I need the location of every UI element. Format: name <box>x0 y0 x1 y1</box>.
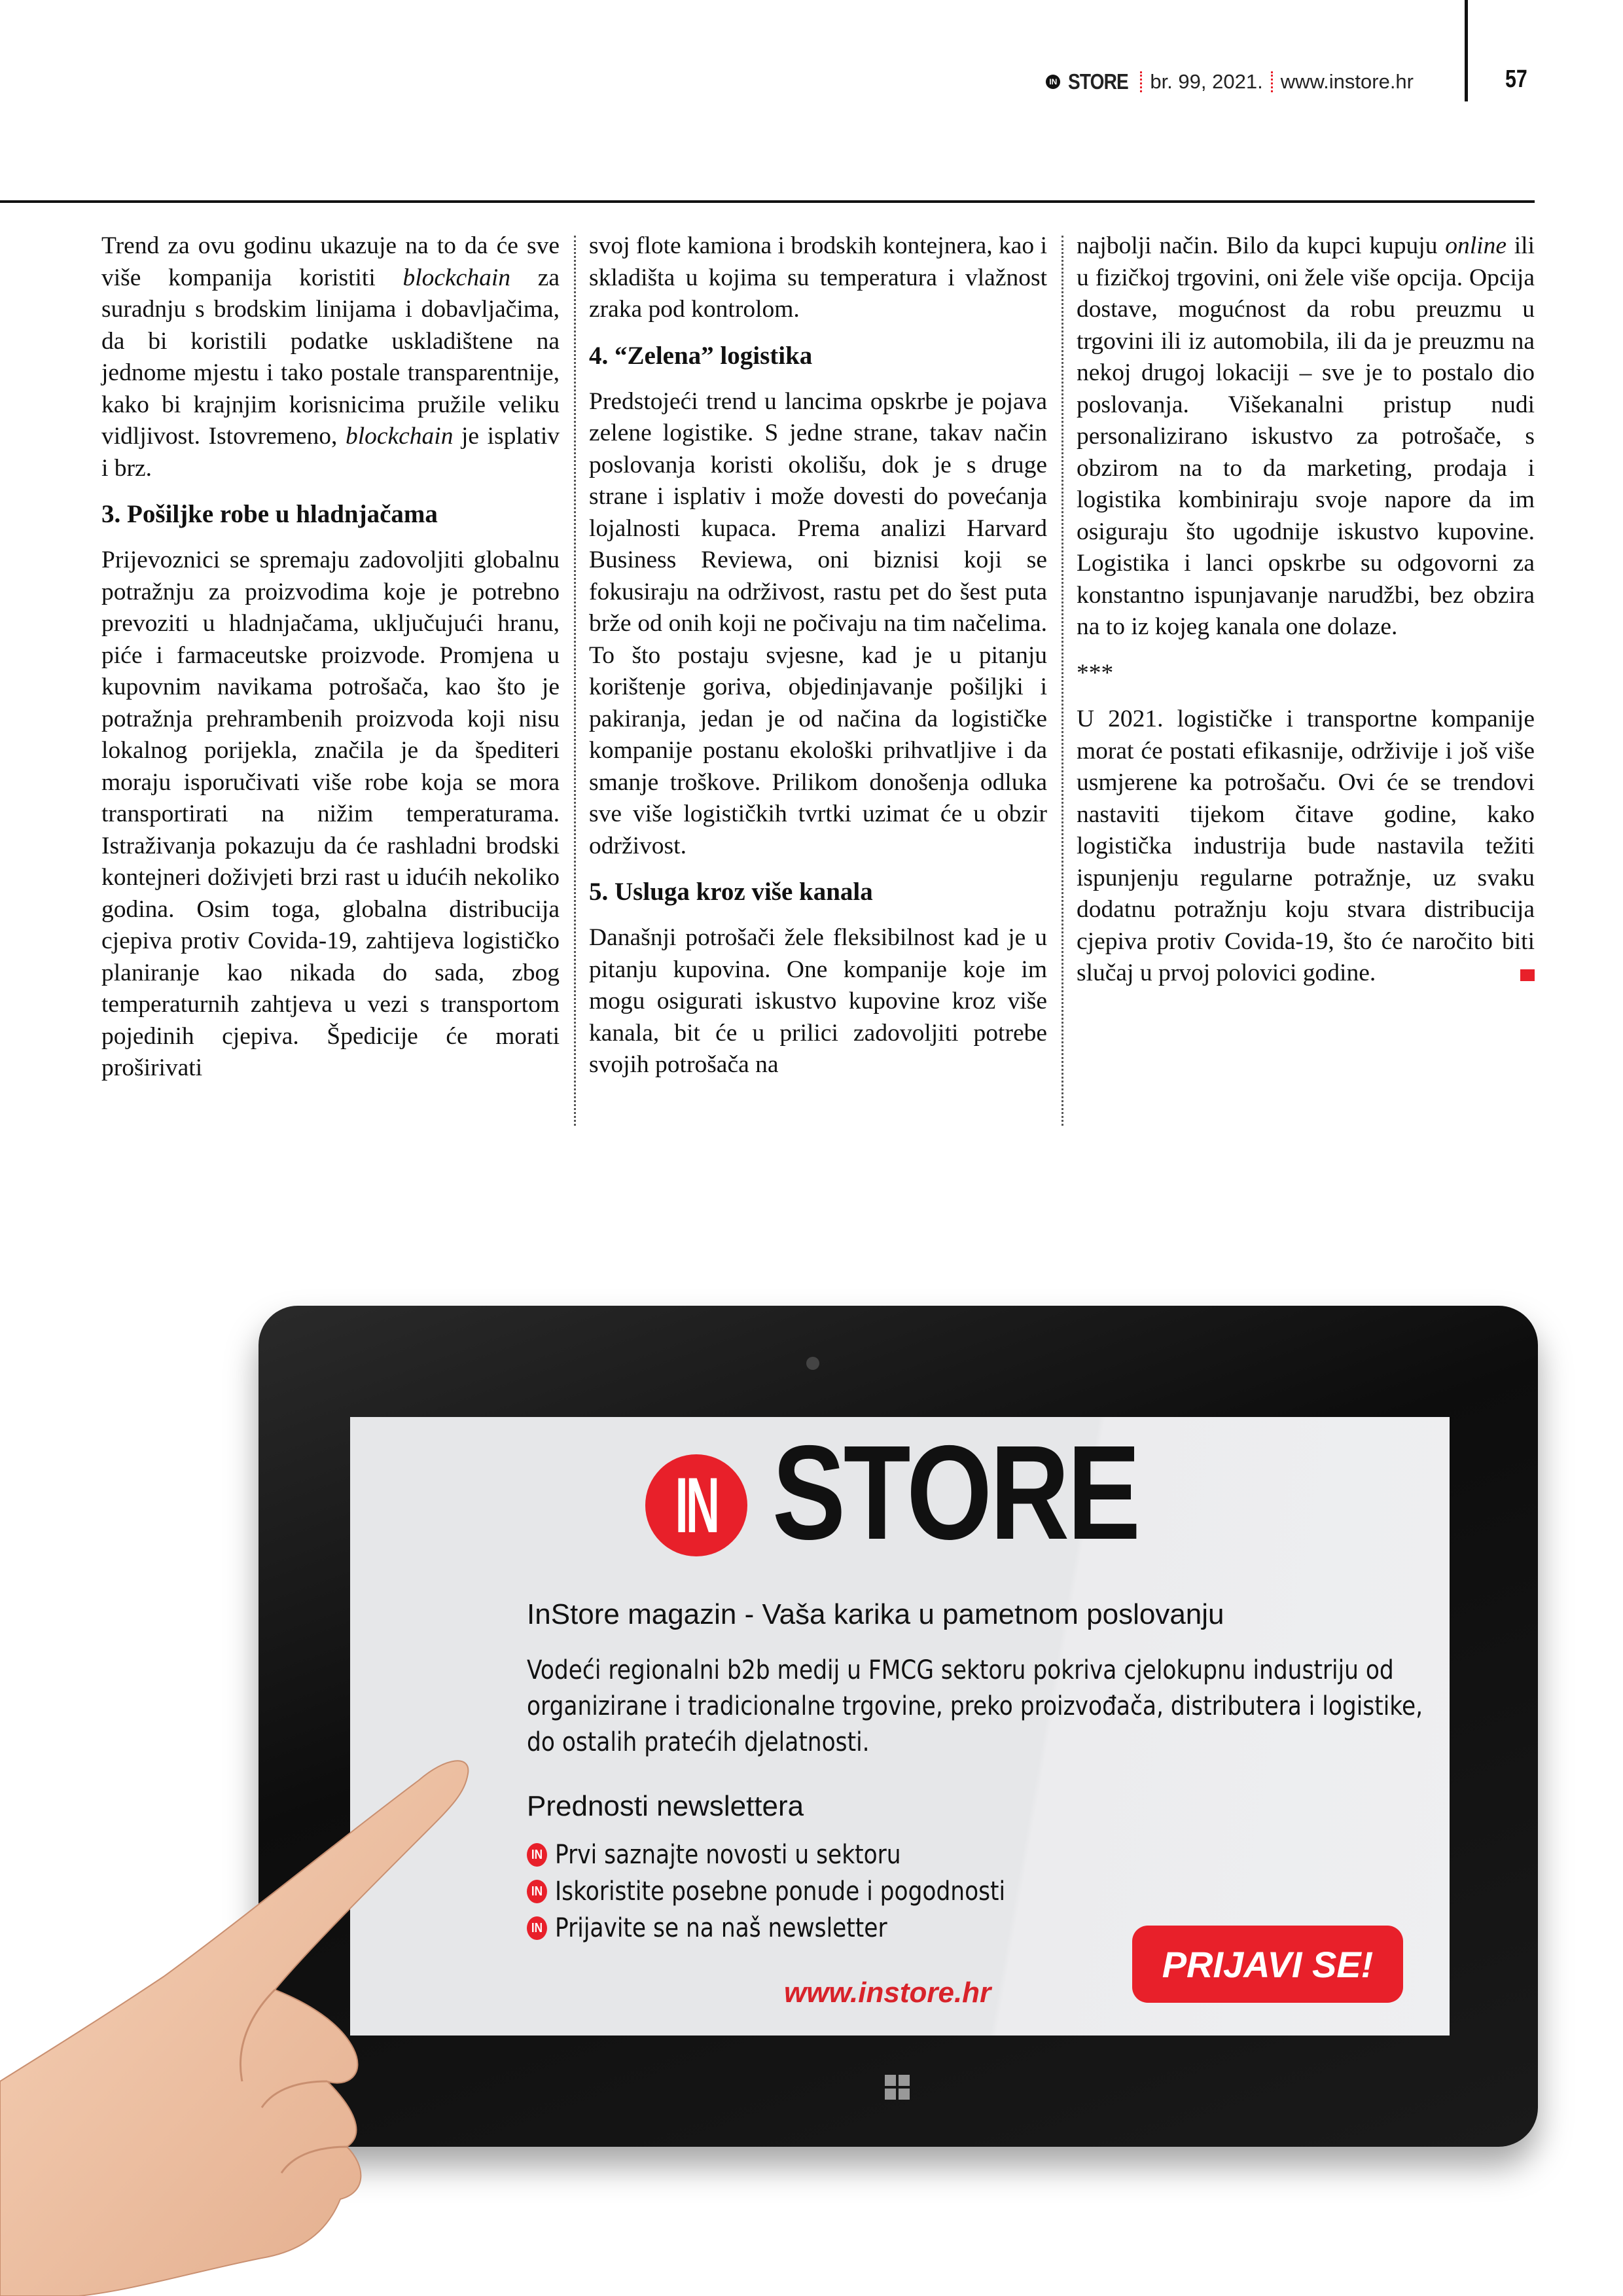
divider <box>1271 71 1273 92</box>
ad-headline: InStore magazin - Vaša karika u pametnom poslovanju <box>527 1598 1224 1630</box>
text: ili u fizičkoj trgovini, oni žele više opcija. Opcija dostave, mogućnost da robu preuzmu u trgovini ili iz automobila, ili da je preuzmu na nekoj drugoj lokaciji – sve je to postalo dio poslovanja. Višekanalni pristup nudi personalizirano iskustvo za potrošače, s obzirom na to da marketing, prodaja i logistika kombiniraju svoje napore da im osiguraju što ugodnije iskustvo kupovine. Logistika i lanci opskrbe su odgovorni za konstantno ispunjavanje narudžbi, bez obzira na to iz kojeg kanala one dolaze. <box>1077 232 1535 640</box>
text: najbolji način. Bilo da kupci kupuju <box>1077 232 1446 259</box>
instore-bullet-icon: IN <box>527 1916 547 1940</box>
section-heading: 5. Usluga kroz više kanala <box>589 878 873 906</box>
section-heading: 4. “Zelena” logistika <box>589 341 813 370</box>
text: je isplativ i brz. <box>101 423 560 482</box>
page-number: 57 <box>1505 65 1527 93</box>
header-rule <box>0 200 1535 203</box>
paragraph <box>101 230 560 484</box>
brand-name: STORE <box>1068 69 1129 94</box>
paragraph: Prijevoznici se spremaju zadovoljiti globalnu potražnju za proizvodima koje je potrebno prevoziti u hladnjačama, uključujući hranu, piće i farmaceutske proizvode. Promjena u kupovnim navikama potrošača, kao što je potražnja prehrambenih proizvoda koji nisu lokalnog porijekla, značila je da špediteri moraju isporučivati više robe koja se mora transportirati na nižim temperaturama. Istraživanja pokazuju da će rashladni brodski kontejneri doživjeti brzi rast u idućih nekoliko godina. Osim toga, globalna distribucija cjepiva protiv Covida-19, zahtijeva logističko planiranje kao nikada do sada, zbog temperaturnih zahtjeva u vezi s transportom pojedinih cjepiva. Špedicije će morati proširivati <box>101 547 560 1081</box>
running-header <box>1046 65 1414 98</box>
italic-term: blockchain <box>345 423 454 450</box>
divider <box>1140 71 1142 92</box>
benefits-list <box>527 1837 1005 1946</box>
instore-logo-text: STORE <box>772 1418 1139 1568</box>
list-item <box>527 1837 1005 1873</box>
list-item <box>527 1910 1005 1946</box>
instore-bullet-icon: IN <box>527 1843 547 1867</box>
text: Trend za ovu godinu ukazuje na to da će sve više kompanija koristiti <box>101 232 560 291</box>
camera-icon <box>806 1357 819 1370</box>
ad-description: Vodeći regionalni b2b medij u FMCG sektoru pokriva cjelokupnu industriju od organizirane i tradicionalne trgovine, preko proizvođača, distributera i logistike, do ostalih pratećih djelatnosti. <box>527 1655 1423 1757</box>
text: U 2021. logističke i transportne kompanije morat će postati efikasnije, održivije i još više usmjerene ka potrošaču. Ovi će se trendovi nastaviti tijekom čitave godine, kako logistička industrija bude nastavila težiti ispunjenju regularne potražnje, uz svaku dodatnu potražnju koju stvara distribucija cjepiva protiv Covida-19, što će naročito biti slučaj u prvoj polovici godine. <box>1077 706 1535 986</box>
list-item <box>527 1873 1005 1910</box>
paragraph: Današnji potrošači žele fleksibilnost kad je u pitanju kupovina. One kompanije koje im mogu osigurati iskustvo kupovine kroz više kanala, bit će u prilici zadovoljiti potrebe svojih potrošača na <box>589 924 1047 1078</box>
italic-term: online <box>1445 232 1507 259</box>
article-column-1 <box>101 230 560 1099</box>
benefits-title: Prednosti newslettera <box>527 1790 804 1822</box>
subscribe-button[interactable]: PRIJAVI SE! <box>1132 1926 1403 2003</box>
instore-logo-mark: IN <box>645 1454 747 1556</box>
column-divider <box>1061 236 1063 1126</box>
paragraph <box>1077 230 1535 643</box>
issue-number: br. 99, 2021. <box>1150 70 1263 93</box>
separator-stars: *** <box>1077 659 1114 687</box>
header-divider <box>1465 0 1468 101</box>
paragraph: svoj flote kamiona i brodskih kontejnera, kao i skladišta u kojima su temperatura i vlažnost zraka pod kontrolom. <box>589 232 1047 323</box>
benefit-text: Iskoristite posebne ponude i pogodnosti <box>555 1876 1006 1907</box>
section-heading: 3. Pošiljke robe u hladnjačama <box>101 500 438 528</box>
end-mark <box>1520 969 1535 981</box>
windows-logo-icon <box>885 2075 910 2100</box>
website-link[interactable]: www.instore.hr <box>784 1977 991 2009</box>
instore-bullet-icon: IN <box>527 1880 547 1903</box>
paragraph: Predstojeći trend u lancima opskrbe je pojava zelene logistike. S jedne strane, takav način poslovanja koristi okolišu, dok je s druge strane i isplativ i može dovesti do povećanja lojalnosti kupaca. Prema analizi Harvard Business Reviewa, oni biznisi koji se fokusiraju na održivost, rastu pet do šest puta brže od onih koji ne počivaju na tim načelima. To što postaju svjesne, kad je u pitanju korištenje goriva, objedinjavanje pošiljki i pakiranja, jedan je od načina da logističke kompanije postanu ekološki prihvatljive i da smanje troškove. Prilikom donošenja odluka sve više logističkih tvrtki uzimat će u obzir održivost. <box>589 387 1047 859</box>
column-divider <box>574 236 576 1126</box>
paragraph <box>1077 704 1535 990</box>
article-column-3 <box>1077 230 1535 1004</box>
pointing-hand-image <box>0 1741 497 2296</box>
instore-logo-icon: IN <box>1046 75 1060 89</box>
benefit-text: Prijavite se na naš newsletter <box>555 1913 887 1943</box>
italic-term: blockchain <box>402 264 510 291</box>
text: za suradnju s brodskim linijama i dobavljačima, da bi koristili podatke uskladištene na jednome mjestu i tako postale transparentnije, kako bi krajnjim korisnicima pružile veliku vidljivost. Istovremeno, <box>101 264 560 450</box>
website-link[interactable]: www.instore.hr <box>1280 70 1414 93</box>
article-column-2 <box>589 230 1047 1096</box>
benefit-text: Prvi saznajte novosti u sektoru <box>555 1840 901 1870</box>
